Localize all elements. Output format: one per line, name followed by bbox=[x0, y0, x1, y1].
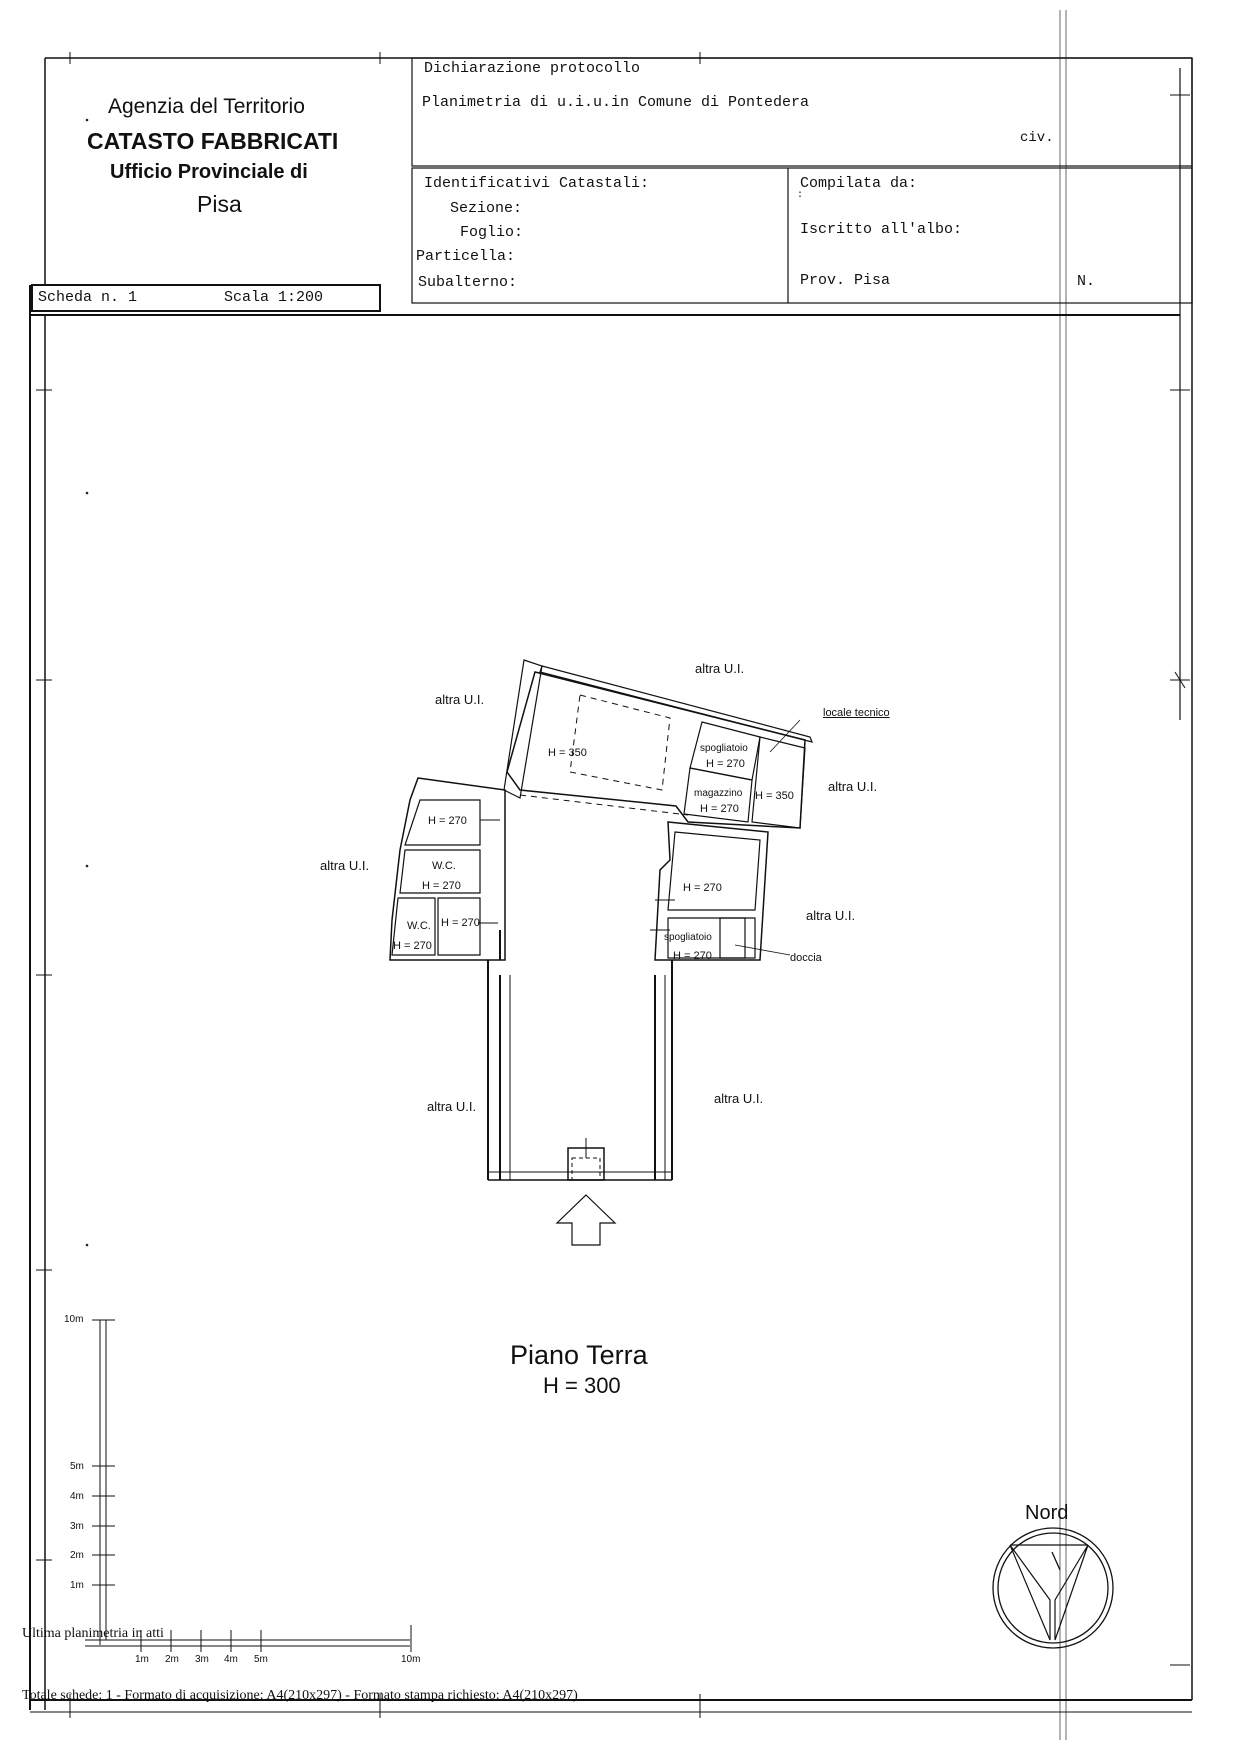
label-h270-spogliatoio-lower: H = 270 bbox=[673, 950, 712, 962]
foglio-label: Foglio: bbox=[460, 224, 524, 241]
label-altra-ui-topleft: altra U.I. bbox=[435, 692, 485, 707]
scale-h-label: 1m bbox=[135, 1654, 149, 1665]
identificativi-label: Identificativi Catastali: bbox=[424, 175, 650, 192]
provincia-name: Pisa bbox=[197, 191, 242, 217]
entrance-arrow bbox=[557, 1195, 615, 1245]
catasto-title: CATASTO FABBRICATI bbox=[87, 128, 339, 154]
scale-v-label: 10m bbox=[64, 1314, 84, 1325]
label-h270-right-room: H = 270 bbox=[683, 882, 722, 894]
label-spogliatoio-upper: spogliatoio bbox=[700, 743, 748, 754]
label-locale-tecnico: locale tecnico bbox=[823, 707, 890, 719]
ultima-planimetria: Ultima planimetria in atti bbox=[22, 1626, 164, 1641]
scala-label: Scala 1:200 bbox=[224, 289, 324, 306]
scan-dots bbox=[86, 119, 89, 1247]
label-altra-ui-right: altra U.I. bbox=[828, 779, 878, 794]
scale-h-label: 5m bbox=[254, 1654, 268, 1665]
label-h270-wc-left: H = 270 bbox=[422, 880, 461, 892]
page-frame bbox=[30, 10, 1192, 1740]
label-wc-small: W.C. bbox=[407, 920, 431, 932]
scale-h-label: 4m bbox=[224, 1654, 238, 1665]
compilata-mark: : bbox=[797, 190, 804, 201]
scheda-label: Scheda n. 1 bbox=[38, 289, 138, 306]
north-compass bbox=[993, 1528, 1113, 1648]
scale-v-label: 3m bbox=[70, 1521, 84, 1532]
floor-plan bbox=[390, 660, 812, 1245]
scale-bar bbox=[85, 1320, 411, 1652]
label-h350-upper: H = 350 bbox=[548, 747, 587, 759]
floor-height: H = 300 bbox=[543, 1373, 621, 1398]
label-doccia: doccia bbox=[790, 952, 822, 964]
label-h270-wc-small: H = 270 bbox=[393, 940, 432, 952]
subalterno-label: Subalterno: bbox=[418, 274, 518, 291]
label-altra-ui-bottomright: altra U.I. bbox=[714, 1091, 764, 1106]
sezione-label: Sezione: bbox=[450, 200, 523, 217]
dichiarazione-label: Dichiarazione protocollo bbox=[424, 60, 641, 77]
label-magazzino: magazzino bbox=[694, 788, 743, 799]
label-altra-ui-bottomleft: altra U.I. bbox=[427, 1099, 477, 1114]
scale-h-label: 2m bbox=[165, 1654, 179, 1665]
label-altra-ui-top: altra U.I. bbox=[695, 661, 745, 676]
scale-v-label: 4m bbox=[70, 1491, 84, 1502]
scale-v-label: 1m bbox=[70, 1580, 84, 1591]
ufficio-label: Ufficio Provinciale di bbox=[110, 161, 308, 183]
north-label: Nord bbox=[1025, 1502, 1069, 1524]
label-h270-left-top: H = 270 bbox=[428, 815, 467, 827]
planimetria-label: Planimetria di u.i.u.in Comune di Pontedera bbox=[422, 94, 810, 111]
scale-h-label: 10m bbox=[401, 1654, 421, 1665]
label-altra-ui-right-lower: altra U.I. bbox=[806, 908, 856, 923]
scale-v-label: 5m bbox=[70, 1461, 84, 1472]
scale-h-label: 3m bbox=[195, 1654, 209, 1665]
label-wc-left: W.C. bbox=[432, 860, 456, 872]
label-h270-magazzino: H = 270 bbox=[700, 803, 739, 815]
n-label: N. bbox=[1077, 273, 1096, 290]
particella-label: Particella: bbox=[416, 248, 516, 265]
label-spogliatoio-lower: spogliatoio bbox=[664, 932, 712, 943]
civ-label: civ. bbox=[1020, 130, 1054, 146]
label-altra-ui-left: altra U.I. bbox=[320, 858, 370, 873]
totale-schede: Totale schede: 1 - Formato di acquisizione: A4(210x297) - Formato stampa richiesto: A4(210x297) bbox=[22, 1688, 578, 1703]
floor-title: Piano Terra bbox=[510, 1340, 648, 1370]
prov-label: Prov. Pisa bbox=[800, 272, 891, 289]
iscritto-label: Iscritto all'albo: bbox=[800, 221, 963, 238]
label-h270-spogliatoio-upper: H = 270 bbox=[706, 758, 745, 770]
scale-v-label: 2m bbox=[70, 1550, 84, 1561]
upper-dashed-area bbox=[570, 695, 670, 790]
compilata-label: Compilata da: bbox=[800, 175, 918, 192]
label-h270-left-small: H = 270 bbox=[441, 917, 480, 929]
agency-name: Agenzia del Territorio bbox=[108, 95, 305, 118]
label-h350-tecnico: H = 350 bbox=[755, 790, 794, 802]
